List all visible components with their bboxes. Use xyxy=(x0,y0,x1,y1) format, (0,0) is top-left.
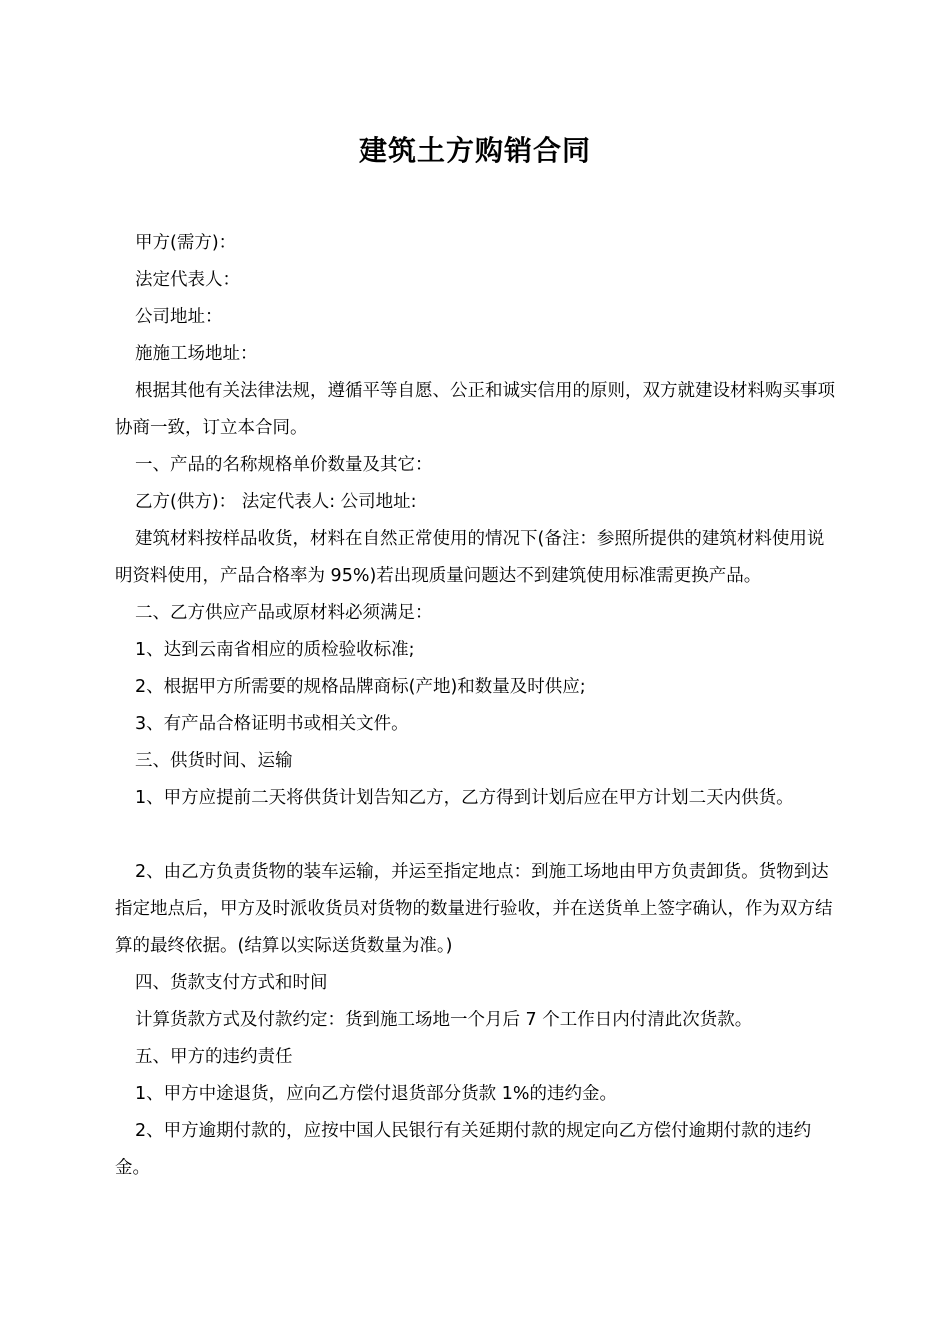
requirement-item-1: 1、达到云南省相应的质检验收标准; xyxy=(135,640,415,660)
paragraph-spacer xyxy=(115,817,837,854)
delivery-item-2: 2、由乙方负责货物的装车运输，并运至指定地点：到施工场地由甲方负责卸货。货物到达指定地点后，甲方及时派收货员对货物的数量进行验收，并在送货单上签字确认，作为双方结算的最终依据。(结算以实际送货数量为准。) xyxy=(115,862,833,956)
construction-site-address-line: 施施工场地址： xyxy=(135,344,258,364)
delivery-item-1: 1、甲方应提前二天将供货计划告知乙方，乙方得到计划后应在甲方计划二天内供货。 xyxy=(135,788,794,808)
party-a-line: 甲方(需方)： xyxy=(135,233,237,253)
section-4-heading: 四、货款支付方式和时间 xyxy=(135,973,328,993)
requirement-item-2: 2、根据甲方所需要的规格品牌商标(产地)和数量及时供应; xyxy=(135,677,586,697)
company-address-line: 公司地址： xyxy=(135,307,223,327)
section-2-heading: 二、乙方供应产品或原材料必须满足： xyxy=(135,603,433,623)
requirement-item-3: 3、有产品合格证明书或相关文件。 xyxy=(135,714,409,734)
preamble-paragraph: 根据其他有关法律法规，遵循平等自愿、公正和诚实信用的原则，双方就建设材料购买事项协商一致，订立本合同。 xyxy=(115,381,835,438)
payment-terms-paragraph: 计算货款方式及付款约定：货到施工场地一个月后 7 个工作日内付清此次货款。 xyxy=(135,1010,753,1030)
liability-item-2: 2、甲方逾期付款的，应按中国人民银行有关延期付款的规定向乙方偿付逾期付款的违约金。 xyxy=(115,1121,812,1178)
liability-item-1: 1、甲方中途退货，应向乙方偿付退货部分货款 1%的违约金。 xyxy=(135,1084,617,1104)
section-3-heading: 三、供货时间、运输 xyxy=(135,751,293,771)
party-b-line: 乙方(供方)： 法定代表人: 公司地址: xyxy=(135,492,417,512)
section-5-heading: 五、甲方的违约责任 xyxy=(135,1047,293,1067)
quality-paragraph: 建筑材料按样品收货，材料在自然正常使用的情况下(备注：参照所提供的建筑材料使用说明资料使用，产品合格率为 95%)若出现质量问题达不到建筑使用标准需更换产品。 xyxy=(115,529,825,586)
document-title: 建筑土方购销合同 xyxy=(358,134,591,167)
document-body xyxy=(115,225,837,1187)
legal-representative-line: 法定代表人： xyxy=(135,270,240,290)
section-1-heading: 一、产品的名称规格单价数量及其它： xyxy=(135,455,433,475)
